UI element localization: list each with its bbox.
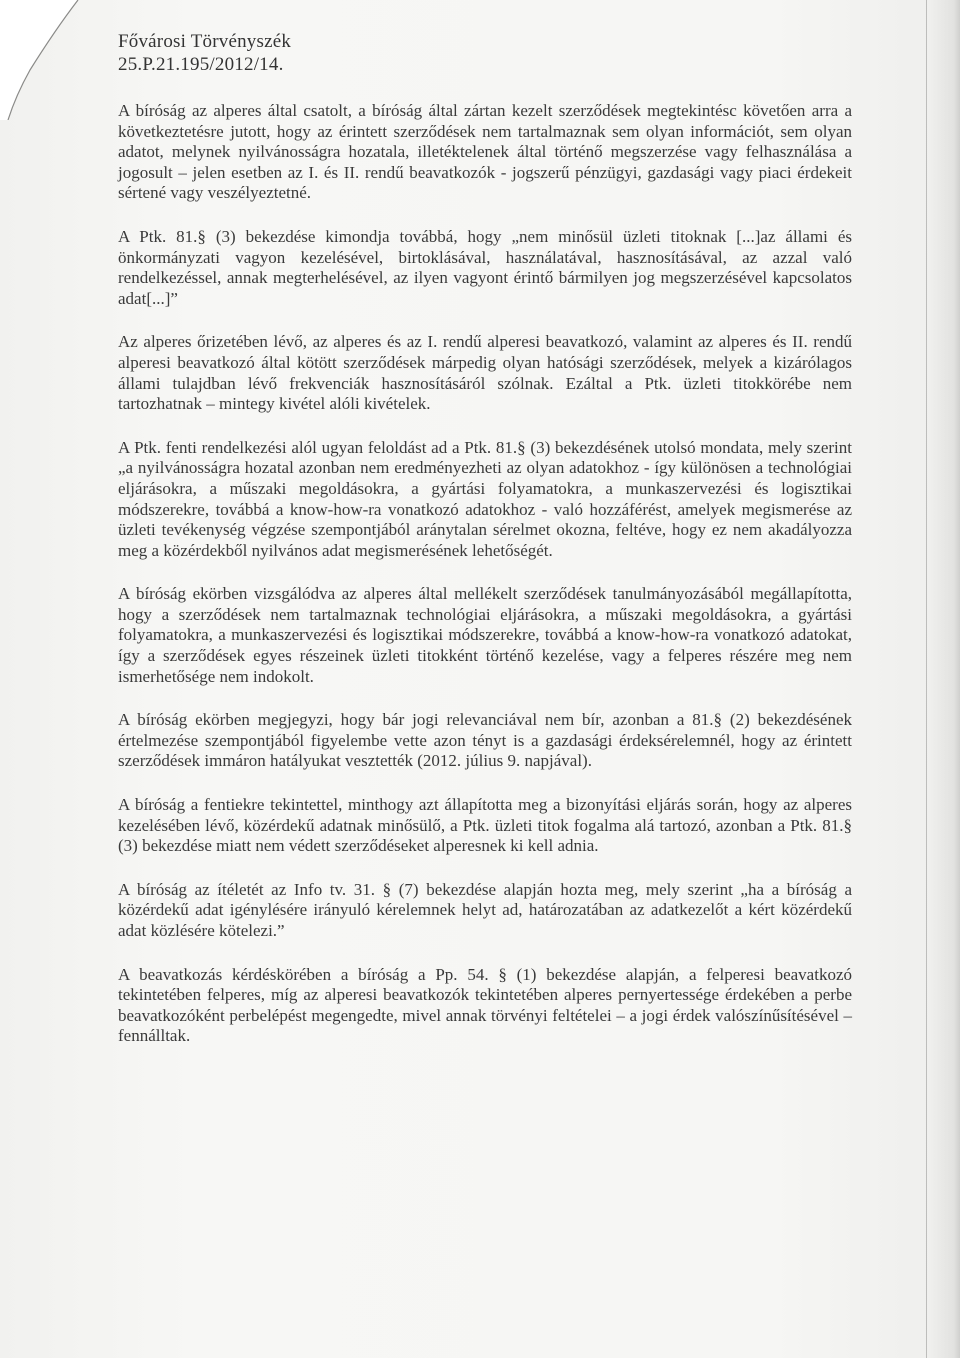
paragraph-2: A Ptk. 81.§ (3) bekezdése kimondja továbbá, hogy „nem minősül üzleti titoknak [...]az állami és önkormányzati vagyon kezelésével, birtoklásával, használatával, hasznosításával, az azzal való rendelkezéssel, annak megterhelésével, az ilyen vagyont érintő bármilyen jog megszerzésével kapcsolatos adat[...]” [118, 226, 852, 308]
page-edge-shadow [930, 0, 960, 1358]
paragraph-5: A bíróság ekörben vizsgálódva az alperes által mellékelt szerződések tanulmányozásából megállapította, hogy a szerződések nem tartalmaznak technológiai eljárásokra, a műszaki megoldásokra, a gyártási folyamatokra, a munkaszervezési és logisztikai módszerekre, továbbá a know-how-ra vonatkozó adatokat, így a szerződések egyes részeinek üzleti titokként történő kezelése, vagy a felperes részére meg nem ismerhetősége nem indokolt. [118, 584, 852, 686]
paragraph-8: A bíróság az ítéletét az Info tv. 31. § (7) bekezdése alapján hozta meg, mely szerint „ha a bíróság a közérdekű adat igénylésére irányuló kérelemnek helyt ad, határozatában az adatkezelőt a kért közérdekű adat közlésére kötelezi.” [118, 879, 852, 940]
paragraph-3: Az alperes őrizetében lévő, az alperes és az I. rendű alperesi beavatkozó, valamint az alperes és II. rendű alperesi beavatkozó által kötött szerződések márpedig olyan hatósági szerződések, melyek a kizárólagos állami tulajdban lévő frekvenciák hasznosításáról szólnak. Ezáltal a Ptk. üzleti titokkörébe nem tartozhatnak – mintegy kivétel alóli kivételek. [118, 332, 852, 414]
page-corner-fold [0, 0, 110, 120]
paragraph-9: A beavatkozás kérdéskörében a bíróság a Pp. 54. § (1) bekezdése alapján, a felperesi beavatkozó tekintetében felperes, míg az alperesi beavatkozók tekintetében alperes pernyertessége érdekében a perbe beavatkozóként perbelépést megengedte, mivel annak törvényi feltételei – a jogi érdek valószínűsítésével – fennálltak. [118, 964, 852, 1046]
document-header [118, 30, 618, 76]
document-body [118, 101, 852, 1047]
page-edge-line [926, 0, 927, 1358]
case-number: 25.P.21.195/2012/14. [118, 54, 284, 75]
paragraph-1: A bíróság az alperes által csatolt, a bíróság által zártan kezelt szerződések megtekintésc követően arra a következtetésre jutott, hogy az érintett szerződések nem tartalmaznak sem olyan információt, sem olyan adatot, melynek nyilvánosságra hozatala, illetéktelenek által történő megszerzése vagy felhasználása a jogosult – jelen esetben az I. és II. rendű beavatkozók - jogszerű pénzügyi, gazdasági vagy piaci érdekeit sértené vagy veszélyeztetné. [118, 101, 852, 203]
court-name: Fővárosi Törvényszék [118, 31, 292, 52]
paragraph-4: A Ptk. fenti rendelkezési alól ugyan feloldást ad a Ptk. 81.§ (3) bekezdésének utolsó mondata, mely szerint „a nyilvánosságra hozatal azonban nem eredményezheti az olyan adatokhoz - így különösen a technológiai eljárásokra, a műszaki megoldásokra, a gyártási folyamatokra, a munkaszervezési és logisztikai módszerekre, továbbá a know-how-ra vonatkozó adatokhoz - való hozzáférést, amelyek megismerése az üzleti tevékenység végzése szempontjából aránytalan sérelmet okozna, feltéve, hogy ez nem akadályozza meg a közérdekből nyilvános adat megismerésének lehetőségét. [118, 437, 852, 560]
paragraph-6: A bíróság ekörben megjegyzi, hogy bár jogi relevanciával nem bír, azonban a 81.§ (2) bekezdésének értelmezése szempontjából figyelembe vette azon tényt is a gazdasági érdeksérelemnél, hogy az érintett szerződések immáron hatályukat vesztették (2012. július 9. napjával). [118, 710, 852, 771]
paragraph-7: A bíróság a fentiekre tekintettel, minthogy azt állapította meg a bizonyítási eljárás során, hogy az alperes kezelésében lévő, közérdekű adatnak minősülő, a Ptk. üzleti titok fogalma alá tartozó, azonban a Ptk. 81.§ (3) bekezdése miatt nem védett szerződéseket alperesnek ki kell adnia. [118, 795, 852, 856]
